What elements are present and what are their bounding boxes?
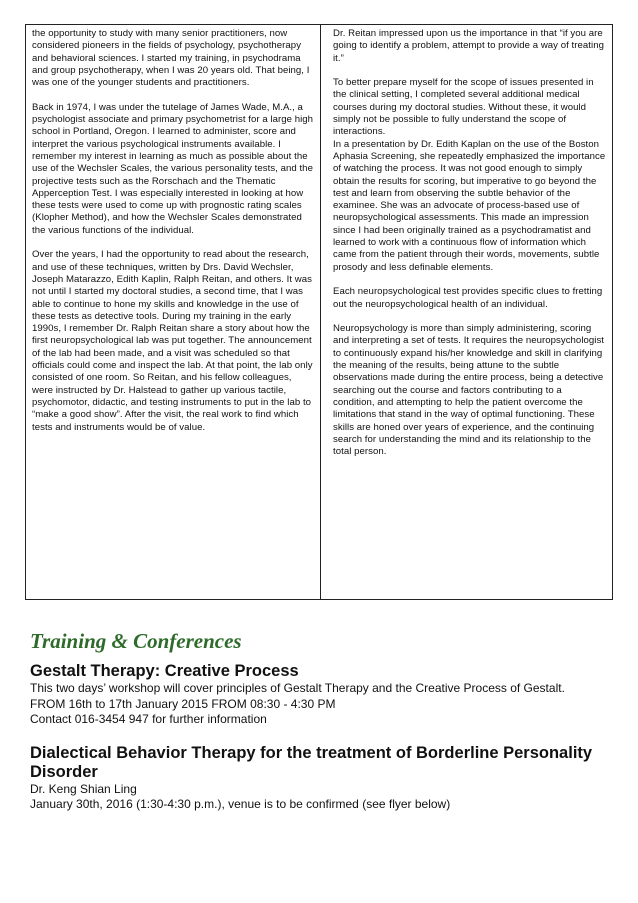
article-paragraph: Dr. Reitan impressed upon us the importance in that “if you are going to identify a problem, attempt to provide a way of treating it.” — [333, 28, 604, 64]
article-right-column — [321, 25, 612, 599]
event-title: Dialectical Behavior Therapy for the treatment of Borderline Personality Disorder — [30, 743, 593, 781]
event-date: FROM 16th to 17th January 2015 FROM 08:30 - 4:30 PM — [30, 696, 336, 711]
event-gestalt — [30, 662, 610, 728]
event-description: This two days’ workshop will cover principles of Gestalt Therapy and the Creative Process of Gestalt. — [30, 681, 565, 695]
article-paragraph: Back in 1974, I was under the tutelage of James Wade, M.A., a psychologist associate and primary psychometrist for a large high school in Portland, Oregon. I learned to administer, score and interpret the various psychological instruments available. I remember my interest in learning as much as possible about the use of the Wechsler Scales, the various personality tests, and the projective tests such as the Rorschach and the Thematic Apperception Test. I was especially interested in looking at how these tests were used to come up with prognostic rating scales (Klopher Method), and how the Wechsler Scales demonstrated the various functions of the individual. — [32, 101, 314, 236]
section-heading: Training & Conferences — [30, 629, 242, 653]
training-section — [30, 628, 610, 813]
article-paragraph: Over the years, I had the opportunity to read about the research, and use of these techniques, written by Drs. David Wechsler, Joseph Matarazzo, Edith Kaplin, Ralph Reitan, and others. It was not until I started my doctoral studies, a second time, that I was able to continue to hone my skills and knowledge in the use of these tests as detective tools. During my training in the early 1990s, I remember Dr. Ralph Reitan share a story about how the first neuropsychological lab was put together. The announcement of the lab had been made, and a visit was scheduled so that officials could come and inspect the lab. At that point, the lab only consisted of one room. So Reitan, and his fellow colleagues, were instructed by Dr. Halstead to gather up various tactile, psychomotor, didactic, and testing instruments to put in the lab to “make a good show”. After the visit, the real work to find which tests and instruments would be of value. — [32, 249, 313, 433]
event-contact: Contact 016-3454 947 for further information — [30, 712, 267, 726]
article-paragraph: the opportunity to study with many senior practitioners, now considered pioneers in the fields of psychology, psychotherapy and behavioral sciences. I started my training, in psychodrama and group psychotherapy, when I was 20 years old. That being, I was one of the younger students and practitioners. — [32, 28, 310, 89]
article-paragraph: Neuropsychology is more than simply administering, scoring and interpreting a set of tests. It requires the neuropsychologist to continuously expand his/her knowledge and skill in clarifying the meaning of the results, being attune to the subtle observations made during the entire process, being a detective searching out the course and factors contributing to a condition, and attempting to help the patient overcome the limitations that stand in the way of optimal functioning. These skills are honed over years of experience, and the continuing search for understanding the mind and its relationship to the total person. — [333, 323, 605, 458]
event-dbt — [30, 744, 610, 813]
article-left-column — [26, 25, 321, 599]
event-date: January 30th, 2016 (1:30-4:30 p.m.), venue is to be confirmed (see flyer below) — [30, 797, 451, 811]
event-title: Gestalt Therapy: Creative Process — [30, 662, 299, 680]
article-paragraph: Each neuropsychological test provides specific clues to fretting out the neuropsychological health of an individual. — [333, 286, 603, 310]
article-paragraph: To better prepare myself for the scope of issues presented in the clinical setting, I completed several additional medical courses during my doctoral studies. Without these, it would simply not be possible to fully understand the scope of interactions. In a presentation by Dr. Edith Kaplan on the use of the Boston Aphasia Screening, she repeatedly emphasized the importance of watching the process. It was not good enough to simply obtain the results for scoring, but imperative to go beyond the test and learn from observing the subtle behavior of the examinee. She was an advocate of process-based use of neuropsychological assessments. This made an impression since I had been originally trained as a psychodramatist and learned to work with a continuous flow of information which came from the patient through their words, movements, subtle prosody and less definable elements. — [333, 77, 606, 273]
article-table — [25, 24, 613, 600]
event-speaker: Dr. Keng Shian Ling — [30, 781, 137, 796]
